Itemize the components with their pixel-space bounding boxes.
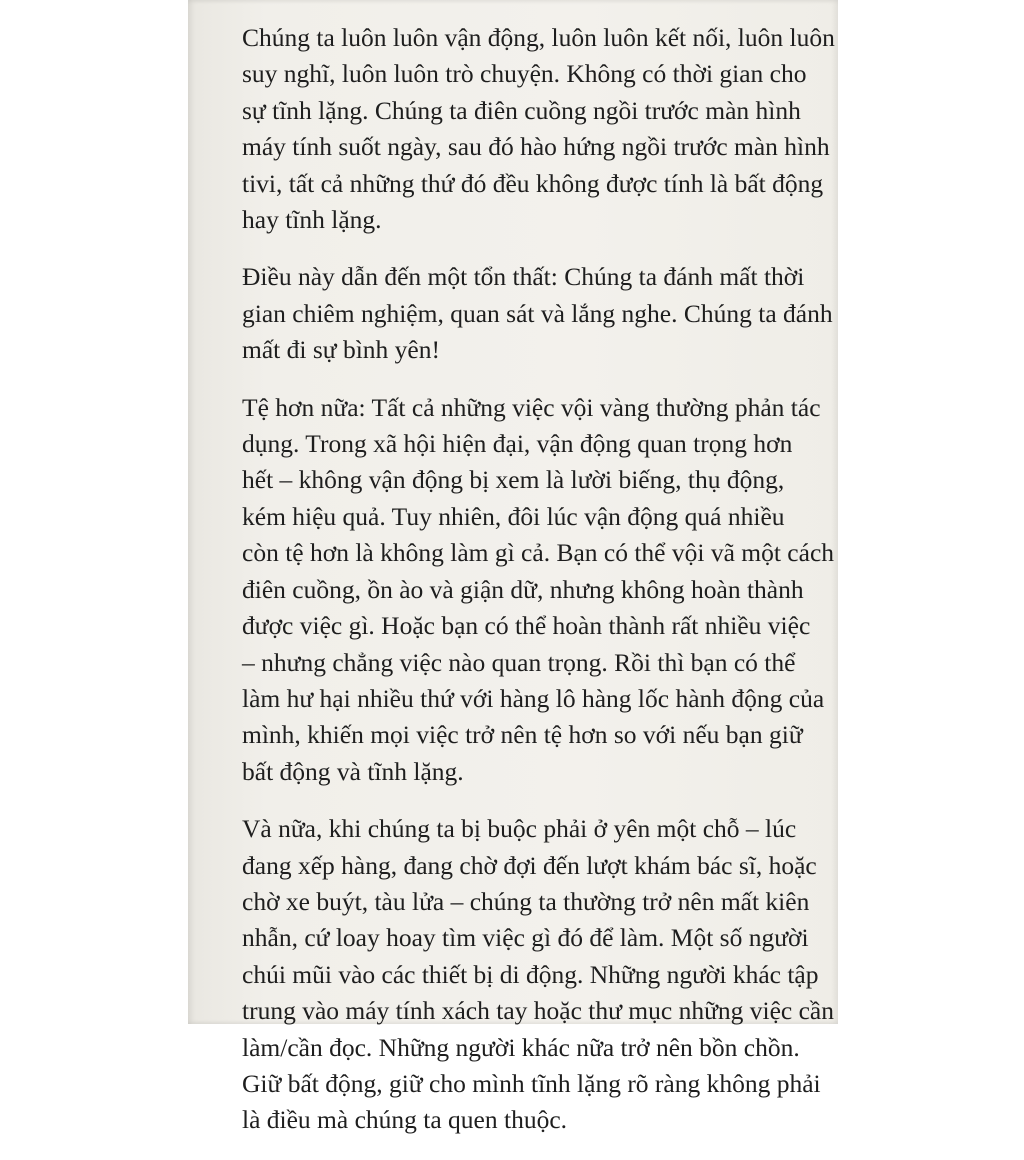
page-text (242, 20, 835, 1160)
text-line: mình, khiến mọi việc trở nên tệ hơn so với nếu bạn giữ (242, 720, 803, 750)
text-line: Và nữa, khi chúng ta bị buộc phải ở yên một chỗ – lúc (242, 814, 797, 844)
text-line: nhẫn, cứ loay hoay tìm việc gì đó để làm. Một số người (242, 923, 809, 953)
text-line: chờ xe buýt, tàu lửa – chúng ta thường trở nên mất kiên (242, 886, 810, 916)
paragraph (242, 259, 833, 368)
text-line: suy nghĩ, luôn luôn trò chuyện. Không có thời gian cho (242, 59, 807, 89)
text-line: chúi mũi vào các thiết bị di động. Những người khác tập (242, 959, 819, 989)
text-line: đang xếp hàng, đang chờ đợi đến lượt khám bác sĩ, hoặc (242, 850, 817, 880)
text-line: sự tĩnh lặng. Chúng ta điên cuồng ngồi trước màn hình (242, 95, 801, 125)
text-line: làm/cần đọc. Những người khác nữa trở nên bồn chồn. (242, 1032, 800, 1062)
text-line: gian chiêm nghiệm, quan sát và lắng nghe. Chúng ta đánh (242, 298, 833, 328)
text-line: được việc gì. Hoặc bạn có thể hoàn thành rất nhiều việc (242, 611, 811, 641)
text-line: còn tệ hơn là không làm gì cả. Bạn có thể vội vã một cách (242, 538, 835, 568)
text-line: máy tính suốt ngày, sau đó hào hứng ngồi trước màn hình (242, 132, 830, 162)
text-line: hết – không vận động bị xem là lười biếng, thụ động, (242, 465, 785, 495)
text-line: là điều mà chúng ta quen thuộc. (242, 1105, 568, 1135)
text-line: Tệ hơn nữa: Tất cả những việc vội vàng thường phản tác (242, 392, 821, 422)
text-line: kém hiệu quả. Tuy nhiên, đôi lúc vận động quá nhiều (242, 501, 785, 531)
paragraph (242, 390, 835, 790)
book-page (188, 0, 838, 1135)
text-line: Giữ bất động, giữ cho mình tĩnh lặng rõ ràng không phải (242, 1068, 821, 1098)
paragraph (242, 811, 835, 1139)
text-line: trung vào máy tính xách tay hoặc thư mục những việc cần (242, 996, 835, 1026)
text-line: dụng. Trong xã hội hiện đại, vận động quan trọng hơn (242, 429, 793, 459)
text-line: mất đi sự bình yên! (242, 335, 440, 365)
text-line: làm hư hại nhiều thứ với hàng lô hàng lốc hành động của (242, 683, 825, 713)
paragraph (242, 20, 835, 238)
text-line: bất động và tĩnh lặng. (242, 756, 464, 786)
text-line: Chúng ta luôn luôn vận động, luôn luôn kết nối, luôn luôn (242, 23, 835, 52)
text-line: điên cuồng, ồn ào và giận dữ, nhưng không hoàn thành (242, 574, 804, 604)
text-line: tivi, tất cả những thứ đó đều không được tính là bất động (242, 168, 824, 198)
text-line: Điều này dẫn đến một tổn thất: Chúng ta đánh mất thời (242, 262, 805, 292)
text-line: hay tĩnh lặng. (242, 205, 382, 235)
text-line: – nhưng chẳng việc nào quan trọng. Rồi thì bạn có thể (242, 647, 796, 677)
